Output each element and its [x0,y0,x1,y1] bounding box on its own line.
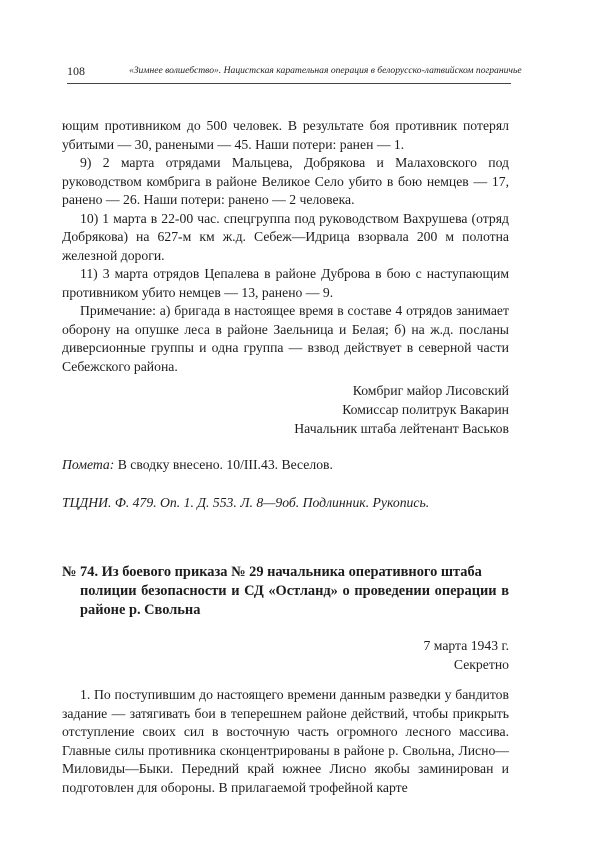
paragraph-note: Примечание: а) бригада в настоящее время в составе 4 отрядов занимает оборону на опушке леса в районе Заельница и Белая; б) на ж.д. посланы диверсионные группы и одна группа — взвод действует в северной части Себежского района. [62,303,509,374]
signature-block [294,381,509,438]
paragraph: 1. По поступившим до настоящего времени данным разведки у бандитов задание — затягивать бои в теперешнем районе действий, чтобы прикрыть отступление своих сил в восточную часть огромного лесного массива. Главные силы противника сконцентрированы в районе р. Свольна, Лисно—Миловиды—Быки. Передний край южнее Лисно якобы заминирован и подготовлен для обороны. В прилагаемой трофейной карте [62,687,509,795]
document-heading [62,563,509,620]
signature-line: Комиссар политрук Вакарин [342,402,509,417]
paragraph: 11) 3 марта отрядов Цепалева в районе Дуброва в бою с наступающим противником убито немцев — 13, ранено — 9. [62,266,509,300]
page-number: 108 [67,64,85,78]
heading-continuation: полиции безопасности и СД «Остланд» о проведении операции в районе р. Свольна [80,583,509,618]
signature-line: Начальник штаба лейтенант Васьков [294,421,509,436]
note-text: В сводку внесено. 10/III.43. Веселов. [114,457,333,472]
document-date: 7 марта 1943 г. [423,638,509,653]
paragraph: 9) 2 марта отрядами Мальцева, Добрякова и Малаховского под руководством комбрига в районе Великое Село убито в бою немцев — 17, ранено — 26. Наши потери: ранено — 2 человека. [62,155,509,207]
date-block [423,636,509,674]
header-divider [67,83,511,84]
heading-first-line: № 74. Из боевого приказа № 29 начальника оперативного штаба [62,564,482,580]
report-continuation [62,117,509,376]
document-body [62,686,509,797]
annotation-note [62,456,333,475]
paragraph: ющим противником до 500 человек. В результате боя противник потерял убитыми — 30, ранеными — 45. Наши потери: ранен — 1. [62,118,509,152]
running-title: «Зимнее волшебство». Нацистская карательная операция в белорусско-латвийском пограничье [129,65,522,76]
paragraph: 10) 1 марта в 22-00 час. спецгруппа под руководством Вахрушева (отряд Добрякова) на 627-м км ж.д. Себеж—Идрица взорвала 200 м полотна железной дороги. [62,210,509,263]
note-label: Помета: [62,457,115,472]
classification: Секретно [453,657,509,672]
page-header [67,64,522,78]
signature-line: Комбриг майор Лисовский [352,383,509,398]
archive-reference: ТЦДНИ. Ф. 479. Оп. 1. Д. 553. Л. 8—9об. Подлинник. Рукопись. [62,495,430,510]
